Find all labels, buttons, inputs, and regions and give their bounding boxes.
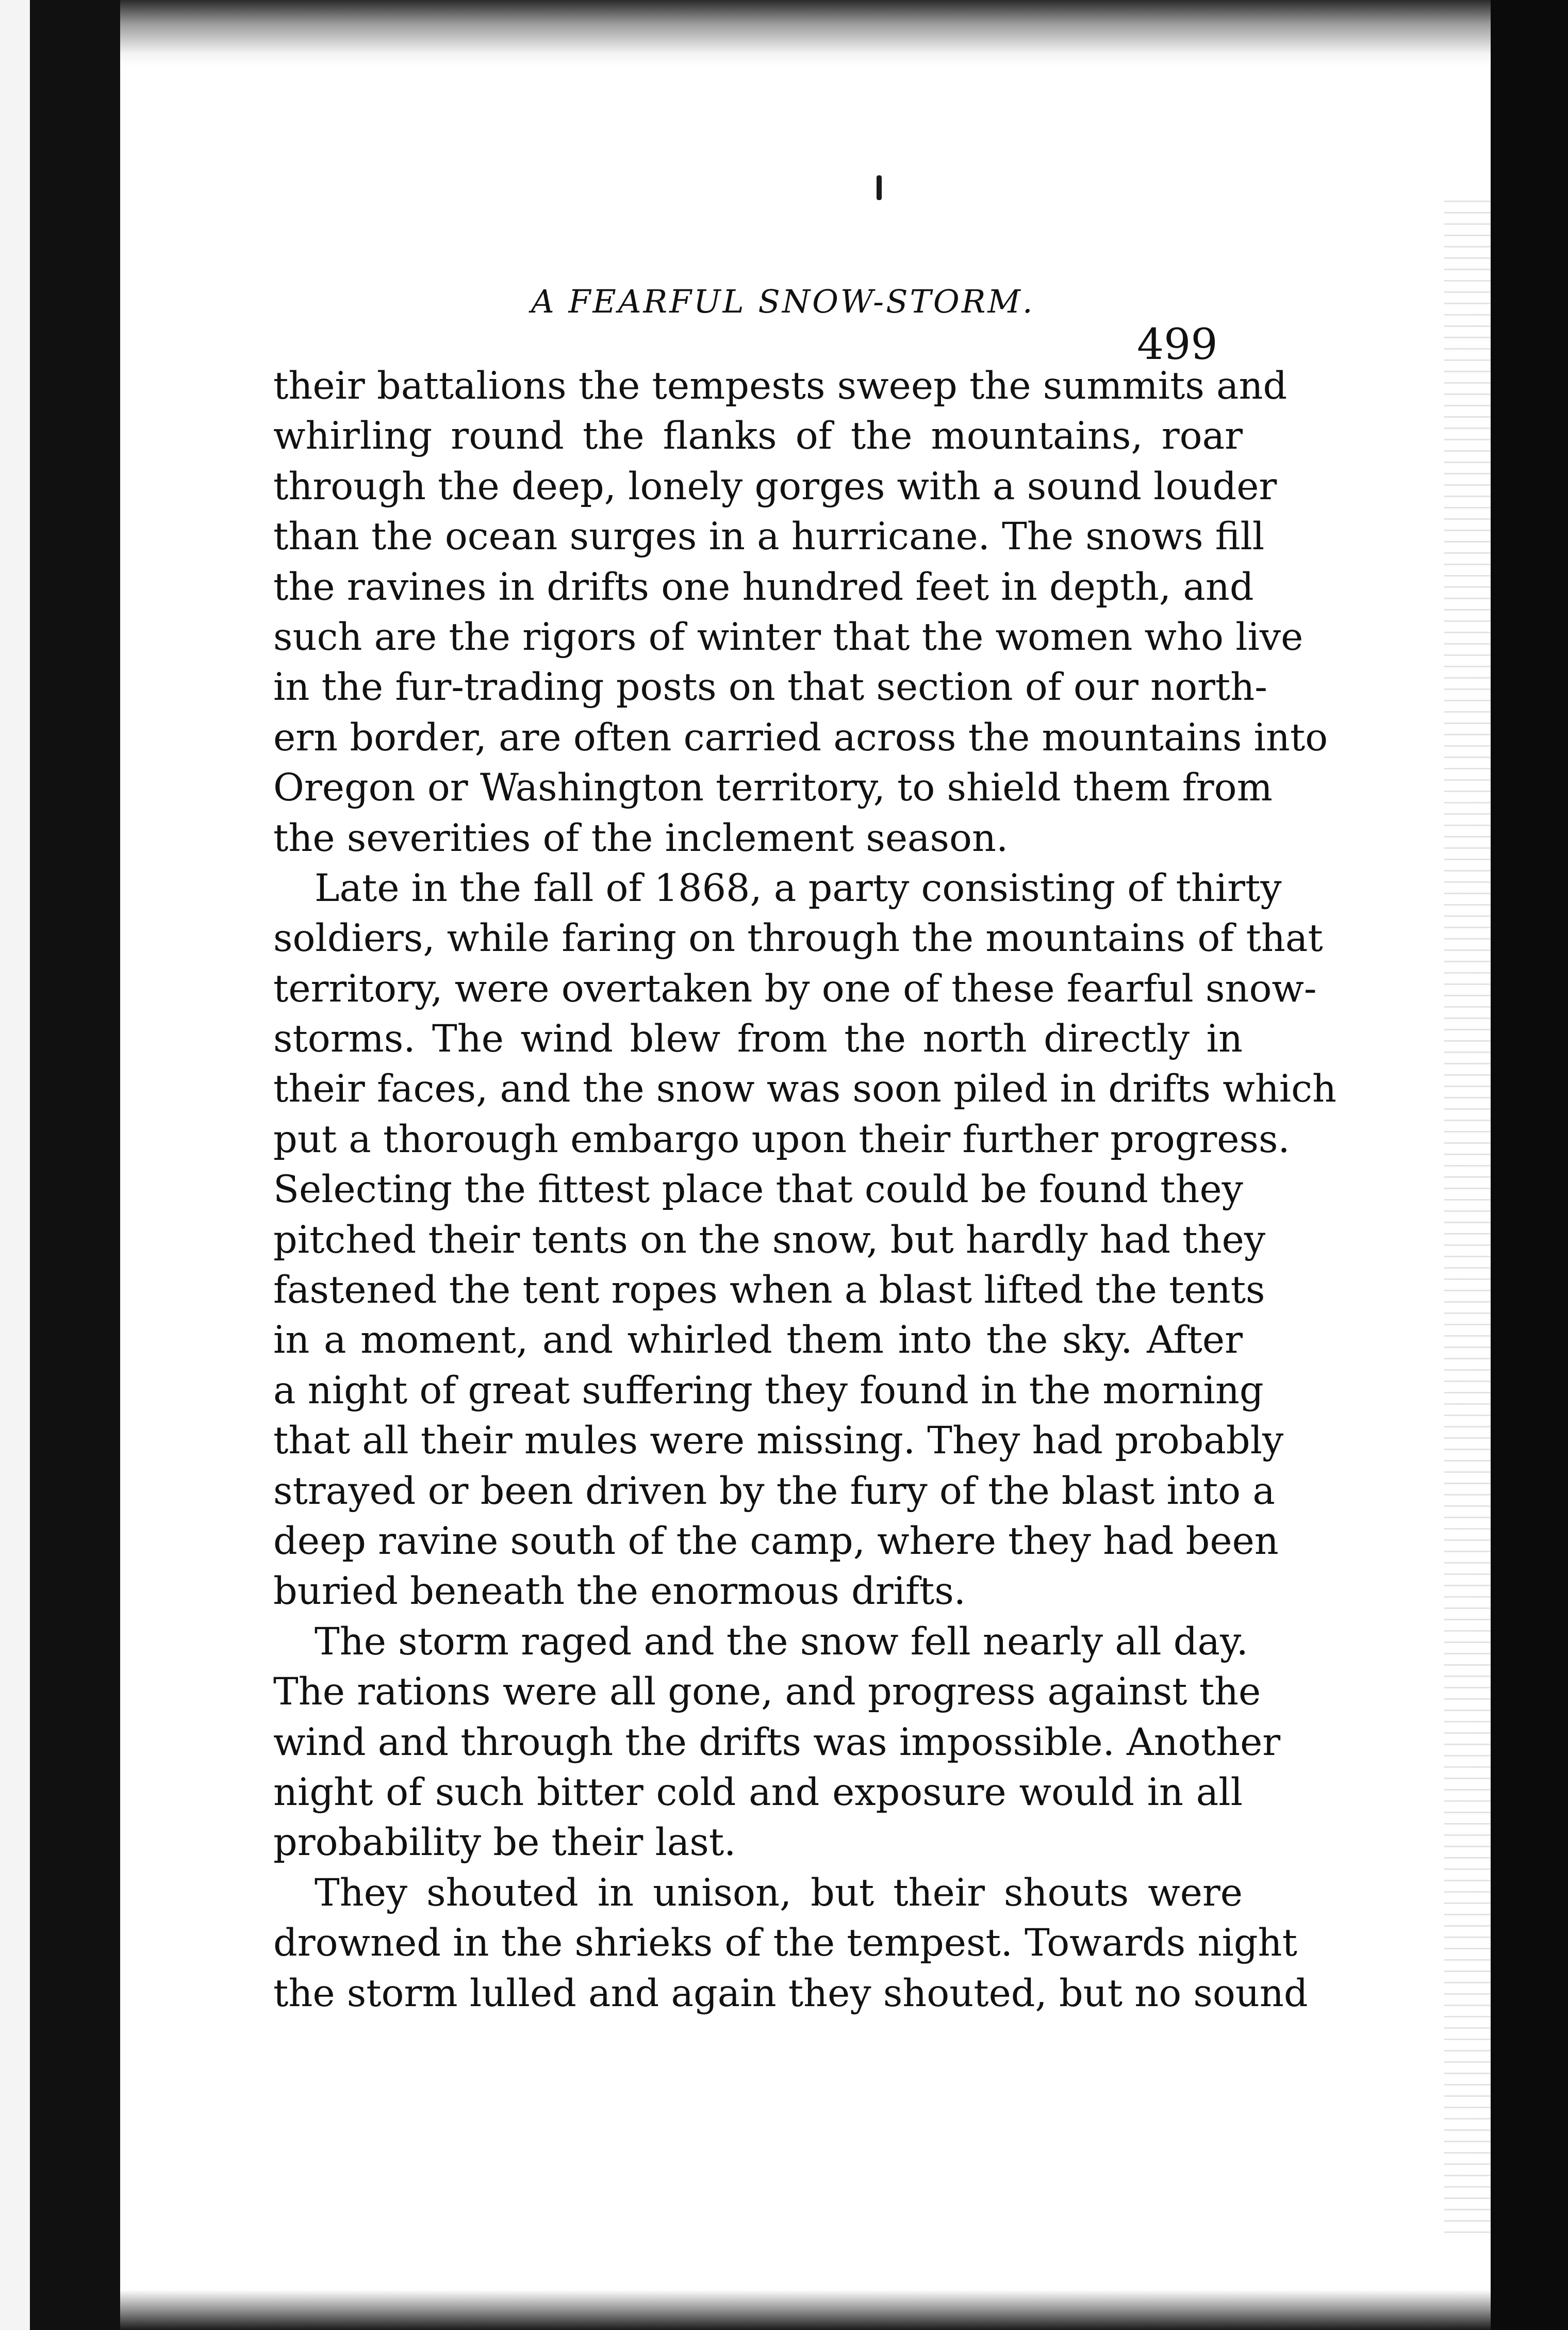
text-line: put a thorough embargo upon their further progress. (273, 1117, 1290, 1161)
scan-bottom-edge (120, 2290, 1491, 2330)
text-line: a night of great suffering they found in the morning (273, 1368, 1264, 1413)
text-line: territory, were overtaken by one of these fearful snow- (273, 966, 1317, 1011)
page-number: 499 (1137, 320, 1218, 369)
ink-mark (877, 175, 882, 200)
text-line: the ravines in drifts one hundred feet in depth, and (273, 565, 1254, 609)
scan-right-edge (1491, 0, 1568, 2330)
text-line: the storm lulled and again they shouted, but no sound (273, 1971, 1308, 2015)
text-line: drowned in the shrieks of the tempest. Towards night (273, 1921, 1297, 1965)
text-line: their battalions the tempests sweep the summits and (273, 364, 1288, 408)
text-line: ern border, are often carried across the mountains into (273, 715, 1328, 760)
text-line: strayed or been driven by the fury of the blast into a (273, 1469, 1275, 1513)
text-line: in a moment, and whirled them into the sky. After (273, 1318, 1243, 1363)
text-line: Selecting the fittest place that could be found they (273, 1168, 1243, 1212)
text-line: their faces, and the snow was soon piled in drifts which (273, 1067, 1336, 1111)
scan-top-edge (120, 0, 1491, 67)
scan-left-margin (0, 0, 30, 2330)
body-text (273, 361, 1336, 2019)
scan-right-speckle (1444, 196, 1491, 2233)
text-line: in the fur-trading posts on that section of our north- (273, 665, 1267, 710)
paragraph-first-line: They shouted in unison, but their shouts were (315, 1870, 1243, 1915)
text-line: pitched their tents on the snow, but hardly had they (273, 1218, 1266, 1262)
text-line: The rations were all gone, and progress against the (273, 1670, 1261, 1714)
text-line: soldiers, while faring on through the mountains of that (273, 916, 1323, 961)
text-line: storms. The wind blew from the north directly in (273, 1017, 1243, 1061)
scan-left-binding-shadow (30, 0, 120, 2330)
text-line: deep ravine south of the camp, where they had been (273, 1519, 1279, 1563)
paragraph-first-line: The storm raged and the snow fell nearly all day. (315, 1619, 1248, 1664)
running-head: A FEARFUL SNOW-STORM. (531, 283, 1035, 320)
text-line: than the ocean surges in a hurricane. The snows fill (273, 515, 1265, 559)
text-line: fastened the tent ropes when a blast lifted the tents (273, 1268, 1265, 1312)
text-line: whirling round the flanks of the mountains, roar (273, 414, 1243, 458)
text-line: buried beneath the enormous drifts. (273, 1569, 966, 1614)
text-line: Oregon or Washington territory, to shield them from (273, 766, 1273, 810)
text-line: that all their mules were missing. They had probably (273, 1419, 1284, 1463)
text-line: night of such bitter cold and exposure would in all (273, 1770, 1243, 1814)
text-line: the severities of the inclement season. (273, 816, 1009, 860)
text-line: probability be their last. (273, 1820, 736, 1865)
text-line: through the deep, lonely gorges with a sound louder (273, 464, 1277, 508)
text-line: wind and through the drifts was impossible. Another (273, 1720, 1281, 1764)
text-line: such are the rigors of winter that the women who live (273, 615, 1303, 659)
paragraph-first-line: Late in the fall of 1868, a party consisting of thirty (315, 866, 1282, 910)
